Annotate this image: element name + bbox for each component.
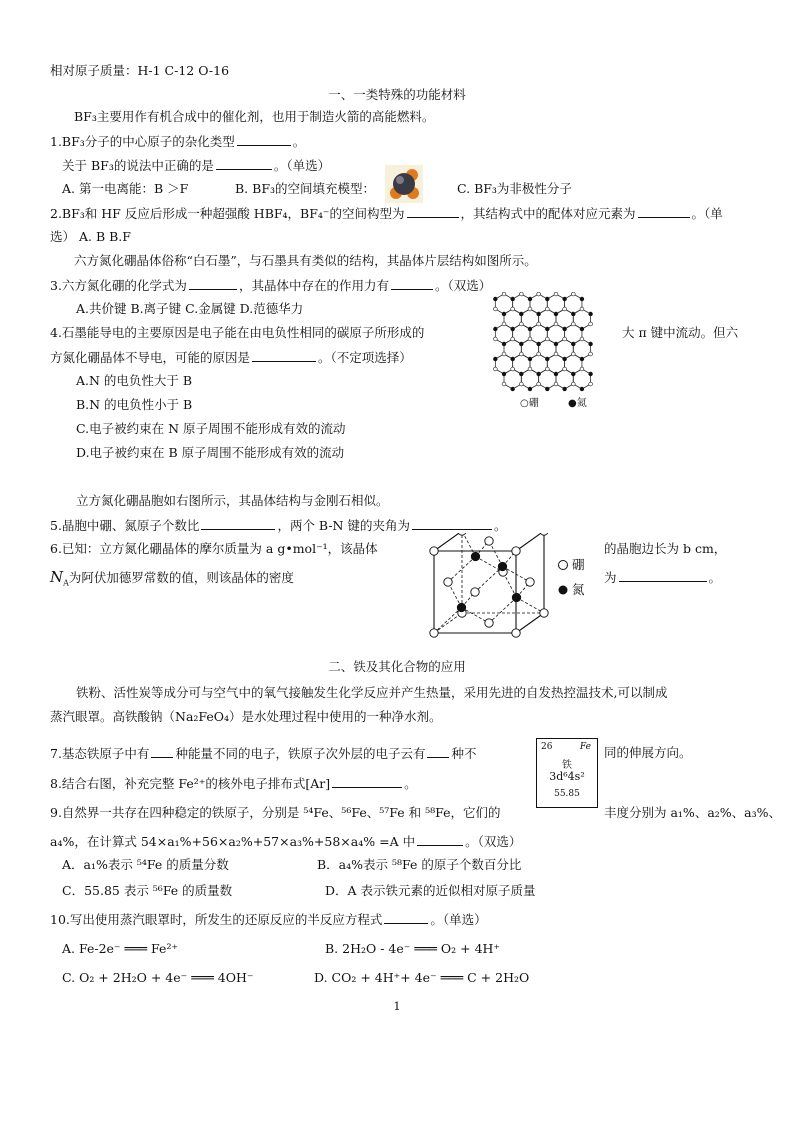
nitrogen-atom: [502, 342, 506, 346]
fe-name: 铁: [562, 760, 572, 771]
section2-intro-2: 蒸汽眼罩。高铁酸钠（Na₂FeO₄）是水处理过程中使用的一种净水剂。: [50, 709, 442, 724]
boron-atom: [537, 322, 541, 326]
fe-symbol: Fe: [579, 742, 591, 752]
hexagon-ring: [539, 309, 556, 329]
question-7-d: 同的伸展方向。: [604, 745, 692, 760]
question-2-line2: 选） A. B B.F: [50, 229, 131, 244]
boron-atom: [554, 382, 558, 386]
boron-atom: [537, 352, 541, 356]
boron-atom: [511, 307, 515, 311]
hbn-intro: 六方氮化硼晶体俗称“白石墨”，与石墨具有类似的结构，其晶体片层结构如图所示。: [74, 253, 537, 268]
boron-atom: [563, 307, 567, 311]
question-9-b: 丰度分别为 a₁%、a₂%、a₃%、: [604, 805, 781, 820]
nitrogen-atom: [528, 357, 532, 361]
relative-masses: 相对原子质量：H-1 C-12 O-16: [50, 63, 230, 78]
hexagon-ring: [573, 339, 590, 359]
q4-option-d: D.电子被约束在 B 原子周围不能形成有效的流动: [76, 445, 345, 460]
nitrogen-atom: [512, 593, 520, 601]
boron-atom: [571, 292, 575, 296]
cube-edge: [434, 533, 462, 551]
q9-option-b: B．a₄%表示 ⁵⁸Fe 的原子个数百分比: [317, 857, 522, 872]
boron-atom: [493, 337, 497, 341]
boron-atom: [502, 292, 506, 296]
answer-blank[interactable]: [638, 205, 690, 218]
hexagon-ring: [556, 309, 573, 329]
hexagon-ring: [556, 369, 573, 389]
hex-legend-nitrogen: ●氮: [568, 398, 587, 409]
cube-legend-nitrogen: 氮: [572, 582, 585, 597]
boron-atom: [512, 629, 520, 637]
cube-legend-boron: 硼: [572, 557, 585, 572]
nitrogen-atom: [580, 357, 584, 361]
hexagon-ring: [539, 369, 556, 389]
cube-legend-symbols: [556, 558, 570, 598]
cube-edge: [434, 613, 462, 633]
boron-atom: [580, 337, 584, 341]
boron-atom: [511, 367, 515, 371]
nitrogen-atom: [511, 357, 515, 361]
answer-blank[interactable]: [237, 133, 291, 146]
nitrogen-atom: [554, 372, 558, 376]
fe-atomic-mass: 55.85: [554, 789, 580, 799]
cbn-intro: 立方氮化硼晶胞如右图所示，其晶体结构与金刚石相似。: [76, 493, 389, 508]
hexagon-ring: [521, 369, 538, 389]
answer-blank[interactable]: [412, 517, 492, 530]
boron-atom: [511, 337, 515, 341]
boron-atom: [512, 547, 520, 555]
cube-edge: [516, 613, 544, 633]
boron-atom: [540, 609, 548, 617]
hexagon-ring: [530, 294, 547, 314]
nitrogen-atom: [493, 357, 497, 361]
boron-atom: [471, 588, 479, 596]
hexagon-ring: [547, 294, 564, 314]
boron-atom: [589, 322, 593, 326]
hexagon-ring: [530, 324, 547, 344]
hexagon-ring: [539, 339, 556, 359]
question-3: 3.六方氮化硼的化学式为 ，其晶体中存在的作用力有 。（双选）: [50, 278, 492, 293]
boron-atom: [526, 578, 534, 586]
question-6-e: 为 。: [604, 570, 722, 585]
question-7: 7.基态铁原子中有 种能量不同的电子，铁原子次外层的电子云有 种不: [50, 746, 477, 761]
nitrogen-atom: [571, 372, 575, 376]
nitrogen-atom: [511, 327, 515, 331]
nitrogen-atom: [537, 312, 541, 316]
nitrogen-atom: [580, 297, 584, 301]
boron-atom: [563, 337, 567, 341]
nitrogen-atom: [502, 312, 506, 316]
section1-title: 一、一类特殊的功能材料: [328, 87, 466, 102]
boron-atom: [519, 292, 523, 296]
q10-option-d: D. CO₂ + 4H⁺+ 4e⁻ ═══ C + 2H₂O: [314, 970, 530, 985]
boron-atom: [493, 307, 497, 311]
hexagon-ring: [504, 369, 521, 389]
boron-atom: [430, 629, 438, 637]
question-6-c: $N_A$为阿伏加德罗常数的值，则该晶体的密度: [50, 568, 294, 588]
nitrogen-atom: [493, 297, 497, 301]
boron-atom: [554, 322, 558, 326]
hexagonal-bn-layer-figure: [492, 292, 610, 412]
page-number: 1: [393, 1000, 401, 1013]
nitrogen-atom: [589, 372, 593, 376]
hex-legend-boron: ○硼: [520, 398, 539, 409]
answer-blank[interactable]: [384, 911, 428, 924]
question-4-b: 大 π 键中流动。但六: [622, 325, 739, 340]
nitrogen-atom: [580, 327, 584, 331]
nitrogen-atom: [498, 562, 506, 570]
cube-edge: [516, 533, 544, 551]
boron-atom: [554, 292, 558, 296]
boron-atom: [571, 352, 575, 356]
boron-atom: [537, 292, 541, 296]
boron-atom: [589, 382, 593, 386]
boron-atom: [580, 367, 584, 371]
hexagon-ring: [521, 339, 538, 359]
hexagon-ring: [504, 309, 521, 329]
boron-atom: [545, 337, 549, 341]
nitrogen-atom: [519, 312, 523, 316]
question-1b: 关于 BF₃的说法中正确的是 。（单选）: [62, 158, 331, 173]
boron-atom: [528, 337, 532, 341]
nitrogen-atom: [528, 327, 532, 331]
bn-bond: [517, 598, 545, 614]
question-4-c: 方氮化硼晶体不导电，可能的原因是 。（不定项选择）: [50, 350, 412, 365]
hexagon-ring: [556, 339, 573, 359]
boron-atom: [537, 382, 541, 386]
nitrogen-atom: [537, 372, 541, 376]
boron-atom: [554, 352, 558, 356]
nitrogen-atom: [511, 297, 515, 301]
nitrogen-atom: [563, 327, 567, 331]
hexagon-ring: [513, 294, 530, 314]
iron-element-card: [536, 738, 598, 808]
boron-atom: [571, 322, 575, 326]
nitrogen-atom: [545, 357, 549, 361]
q4-option-b: B.N 的电负性小于 B: [76, 397, 193, 412]
nitrogen-atom: [580, 387, 584, 391]
hexagon-ring: [495, 324, 512, 344]
boron-atom: [519, 322, 523, 326]
question-4-a: 4.石墨能导电的主要原因是电子能在由电负性相同的碳原子所形成的: [50, 325, 425, 340]
hexagon-ring: [547, 324, 564, 344]
nitrogen-atom: [511, 387, 515, 391]
hexagon-ring: [521, 309, 538, 329]
answer-blank[interactable]: [216, 157, 272, 170]
boron-atom: [458, 533, 466, 535]
boron-atom: [545, 307, 549, 311]
boron-atom: [493, 367, 497, 371]
answer-blank[interactable]: [201, 517, 275, 530]
answer-blank[interactable]: [151, 745, 173, 758]
q10-option-a: A. Fe-2e⁻ ═══ Fe²⁺: [62, 941, 179, 956]
nitrogen-atom: [554, 342, 558, 346]
nitrogen-atom: [519, 342, 523, 346]
answer-blank[interactable]: [427, 745, 449, 758]
boron-atom: [580, 307, 584, 311]
q10-option-c: C. O₂ + 2H₂O + 4e⁻ ═══ 4OH⁻: [62, 970, 254, 985]
fe-atomic-number: 26: [541, 742, 553, 752]
hexagon-ring: [504, 339, 521, 359]
question-5: 5.晶胞中硼、氮原子个数比 ，两个 B-N 键的夹角为 。: [50, 518, 507, 533]
question-2: 2.BF₃和 HF 反应后形成一种超强酸 HBF₄，BF₄⁻的空间构型为 ，其结构式中的配体对应元素为 。（单: [50, 206, 723, 221]
boron-atom: [502, 322, 506, 326]
hexagon-ring: [573, 369, 590, 389]
hexagon-ring: [565, 324, 582, 344]
answer-blank[interactable]: [252, 349, 316, 362]
question-8: 8.结合右图，补充完整 Fe²⁺的核外电子排布式[Ar] 。: [50, 776, 417, 791]
hexagon-ring: [513, 354, 530, 374]
fe-electron-config: 3d⁶4s²: [549, 770, 585, 783]
boron-atom: [485, 619, 493, 627]
question-6-a: 6.已知：立方氮化硼晶体的摩尔质量为 a g•mol⁻¹，该晶体: [50, 541, 378, 556]
answer-blank[interactable]: [391, 277, 433, 290]
question-6-b: 的晶胞边长为 b cm，: [604, 541, 727, 556]
nitrogen-atom: [528, 387, 532, 391]
nitrogen-atom: [537, 342, 541, 346]
boron-atom: [502, 352, 506, 356]
boron-atom: [519, 352, 523, 356]
nitrogen-atom: [519, 372, 523, 376]
hexagon-ring: [565, 354, 582, 374]
q4-option-c: C.电子被约束在 N 原子周围不能形成有效的流动: [76, 421, 346, 436]
q3-options: A.共价键 B.离子键 C.金属键 D.范德华力: [76, 301, 304, 316]
cubic-bn-unit-cell-figure: [428, 533, 550, 645]
nitrogen-atom: [545, 327, 549, 331]
bn-bond: [475, 567, 503, 593]
answer-blank[interactable]: [407, 205, 459, 218]
boron-atom: [430, 547, 438, 555]
q1-option-c: C. BF₃为非极性分子: [457, 181, 572, 196]
nitrogen-atom: [545, 297, 549, 301]
q1-option-a: A. 第一电离能：B ＞F: [62, 181, 189, 196]
nitrogen-atom: [471, 552, 479, 560]
answer-blank[interactable]: [417, 833, 463, 846]
boron-atom: [485, 537, 493, 545]
nitrogen-atom: [589, 312, 593, 316]
boron-atom: [444, 578, 452, 586]
nitrogen-atom: [563, 297, 567, 301]
q9-option-a: A．a₁%表示 ⁵⁴Fe 的质量分数: [62, 857, 229, 872]
boron-atom: [563, 367, 567, 371]
nitrogen-atom: [563, 387, 567, 391]
nitrogen-atom: [457, 603, 465, 611]
q9-option-c: C．55.85 表示 ⁵⁶Fe 的质量数: [62, 883, 233, 898]
question-1: 1.BF₃分子的中心原子的杂化类型 。: [50, 134, 306, 149]
boron-atom: [528, 367, 532, 371]
nitrogen-atom: [571, 312, 575, 316]
q1-option-b: B. BF₃的空间填充模型：: [235, 181, 376, 196]
boron-atom: [502, 382, 506, 386]
nitrogen-atom: [563, 357, 567, 361]
hexagon-ring: [565, 294, 582, 314]
nitrogen-atom: [554, 312, 558, 316]
nitrogen-atom: [493, 327, 497, 331]
boron-atom: [528, 307, 532, 311]
hexagon-ring: [513, 324, 530, 344]
question-10: 10.写出使用蒸汽眼罩时，所发生的还原反应的半反应方程式 。（单选）: [50, 912, 487, 927]
boron-atom: [589, 352, 593, 356]
nitrogen-atom: [571, 342, 575, 346]
nitrogen-atom: [502, 372, 506, 376]
answer-blank[interactable]: [619, 569, 707, 582]
hexagon-ring: [530, 354, 547, 374]
hexagon-ring: [573, 309, 590, 329]
boron-atom: [545, 367, 549, 371]
q4-option-a: A.N 的电负性大于 B: [76, 373, 193, 388]
q9-option-d: D．A 表示铁元素的近似相对原子质量: [325, 883, 536, 898]
section2-title: 二、铁及其化合物的应用: [328, 659, 466, 674]
nitrogen-atom: [528, 297, 532, 301]
question-9-c: a₄%，在计算式 54×a₁%+56×a₂%+57×a₃%+58×a₄% =A 中 。（双选）: [50, 834, 522, 849]
bf3-space-filling-model: [385, 165, 423, 203]
bn-bond: [489, 598, 517, 624]
hexagon-ring: [495, 294, 512, 314]
question-9-a: 9.自然界一共存在四种稳定的铁原子，分别是 ⁵⁴Fe、⁵⁶Fe、⁵⁷Fe 和 ⁵⁸Fe，它们的: [50, 805, 501, 820]
hexagon-ring: [547, 354, 564, 374]
nitrogen-atom: [545, 387, 549, 391]
boron-atom: [519, 382, 523, 386]
boron-atom: [571, 382, 575, 386]
section2-intro-1: 铁粉、活性炭等成分可与空气中的氧气接触发生化学反应并产生热量，采用先进的自发热控温技术,可以制成: [76, 685, 668, 700]
section1-intro: BF₃主要用作有机合成中的催化剂，也用于制造火箭的高能燃料。: [74, 109, 435, 124]
boron-atom: [540, 533, 548, 535]
answer-blank[interactable]: [332, 775, 402, 788]
hexagon-ring: [495, 354, 512, 374]
answer-blank[interactable]: [189, 277, 237, 290]
nitrogen-atom: [589, 342, 593, 346]
q10-option-b: B. 2H₂O - 4e⁻ ═══ O₂ + 4H⁺: [325, 941, 501, 956]
bn-bond: [434, 608, 462, 634]
